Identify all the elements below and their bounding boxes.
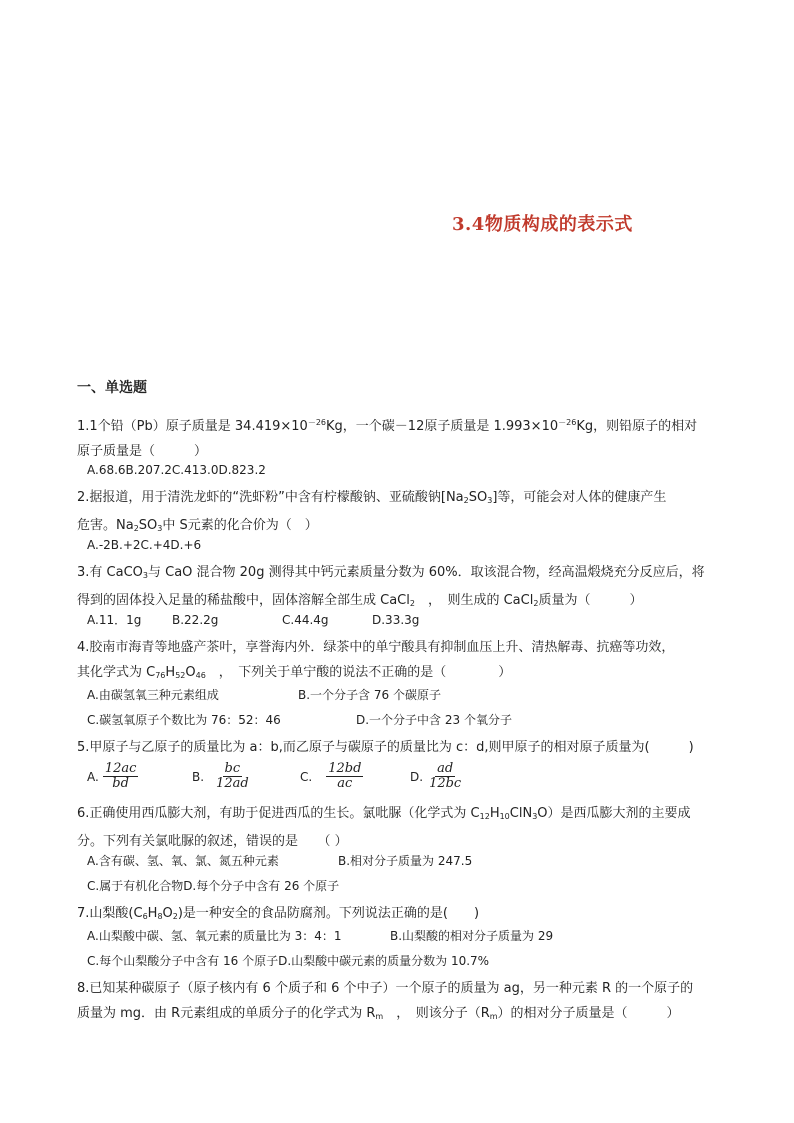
question-8-line-1: 8.已知某种碳原子（原子核内有 6 个质子和 6 个中子）一个原子的质量为 ag，另一种元素 R 的一个原子的 [77,981,694,996]
question-4-option-d: D.一个分子中含 23 个氧分子 [356,713,512,727]
question-5 [77,735,721,760]
question-6 [77,801,721,854]
question-7 [77,901,721,929]
question-6-option-cd: C.属于有机化合物D.每个分子中含有 26 个原子 [87,879,340,893]
question-3 [77,560,721,616]
question-7-line-1: 7.山梨酸$(C_6H_8O_2)$是一种安全的食品防腐剂。下列说法正确的是( ) [77,906,480,921]
question-3-option-c: C.44.4g [282,613,329,627]
question-1-options: A.68.6B.207.2C.413.0D.823.2 [87,463,266,477]
question-2 [77,485,721,541]
fraction: $\frac{ad}{12bc}$ [429,761,462,791]
question-2-line-2: 危害。$Na_2SO_3$中 S元素的化合价为（ ） [77,518,318,533]
question-5-option-c: C. $\frac{12bd}{ac}$ [300,761,362,791]
question-2-options: A.-2B.+2C.+4D.+6 [87,538,202,552]
question-6-option-b: B.相对分子质量为 247.5 [338,854,473,868]
fraction: $\frac{bc}{12ad}$ [216,761,249,791]
question-3-line-2: 得到的固体投入足量的稀盐酸中，固体溶解全部生成 CaCl$_2$ ， 则生成的 CaCl$_2$质量为（ ） [77,593,643,608]
question-4 [77,635,721,688]
page-title: 3.4物质构成的表示式 [452,214,633,235]
question-4-line-2: 其化学式为 $C_{76}H_{52}O_{46}$ ， 下列关于单宁酸的说法不正确的是（ ） [77,665,512,680]
question-4-option-b: B.一个分子含 76 个碳原子 [298,688,441,702]
question-1 [77,410,721,464]
question-6-option-a: A.含有碳、氢、氧、氯、氮五种元素 [87,854,279,868]
question-5-option-d: D. $\frac{ad}{12bc}$ [410,761,462,791]
question-2-line-1: 2.据报道，用于清洗龙虾的“洗虾粉”中含有柠檬酸钠、亚硫酸钠$[Na_2SO_3]$等，可能会对人体的健康产生 [77,490,667,505]
question-7-option-b: B.山梨酸的相对分子质量为 29 [390,929,554,943]
question-8 [77,976,721,1029]
question-8-line-2: 质量为 mg．由 R元素组成的单质分子的化学式为 $R_m$ ， 则该分子$(R_m)$的相对分子质量是（ ） [77,1006,680,1021]
question-6-line-1: 6.正确使用西瓜膨大剂，有助于促进西瓜的生长。氯吡脲（化学式为 $C_{12}H_{10}ClN_3O$）是西瓜膨大剂的主要成 [77,806,691,821]
question-5-option-b: B. $\frac{bc}{12ad}$ [192,761,249,791]
question-5-line-1: 5.甲原子与乙原子的质量比为 a：b,而乙原子与碳原子的质量比为 c：d,则甲原子的相对原子质量为( ) [77,740,694,755]
section-heading: 一、单选题 [77,380,147,396]
question-4-option-c: C.碳氢氧原子个数比为 76：52：46 [87,713,281,727]
question-3-option-a: A.11．1g [87,613,142,627]
question-5-option-a: A. $\frac{12ac}{bd}$ [87,761,137,791]
question-4-line-1: 4.胶南市海青等地盛产茶叶，享誉海内外．绿茶中的单宁酸具有抑制血压上升、清热解毒、抗癌等功效， [77,640,675,655]
fraction: $\frac{12ac}{bd}$ [104,761,137,791]
fraction: $\frac{12bd}{ac}$ [328,761,362,791]
question-3-line-1: 3.有 CaCO$_3$与 CaO 混合物 20g 测得其中钙元素质量分数为 60%．取该混合物，经高温煅烧充分反应后，将 [77,565,705,580]
question-6-line-2: 分。下列有关氯吡脲的叙述，错误的是 （ ） [77,834,348,849]
question-3-option-b: B.22.2g [172,613,219,627]
question-7-option-a: A.山梨酸中碳、氢、氧元素的质量比为 3：4：1 [87,929,342,943]
question-3-option-d: D.33.3g [372,613,420,627]
question-7-option-cd: C.每个山梨酸分子中含有 16 个原子D.山梨酸中碳元素的质量分数为 10.7% [87,954,490,968]
question-1-line-1: 1.1个铅（Pb）原子质量是 $34.419\times 10^{-26}Kg$，一个碳－12原子质量是 $1.993\times 10^{-26}Kg$，则铅原子的相对 [77,418,698,434]
question-1-line-2: 原子质量是（ ） [77,444,208,459]
question-4-option-a: A.由碳氢氧三种元素组成 [87,688,219,702]
